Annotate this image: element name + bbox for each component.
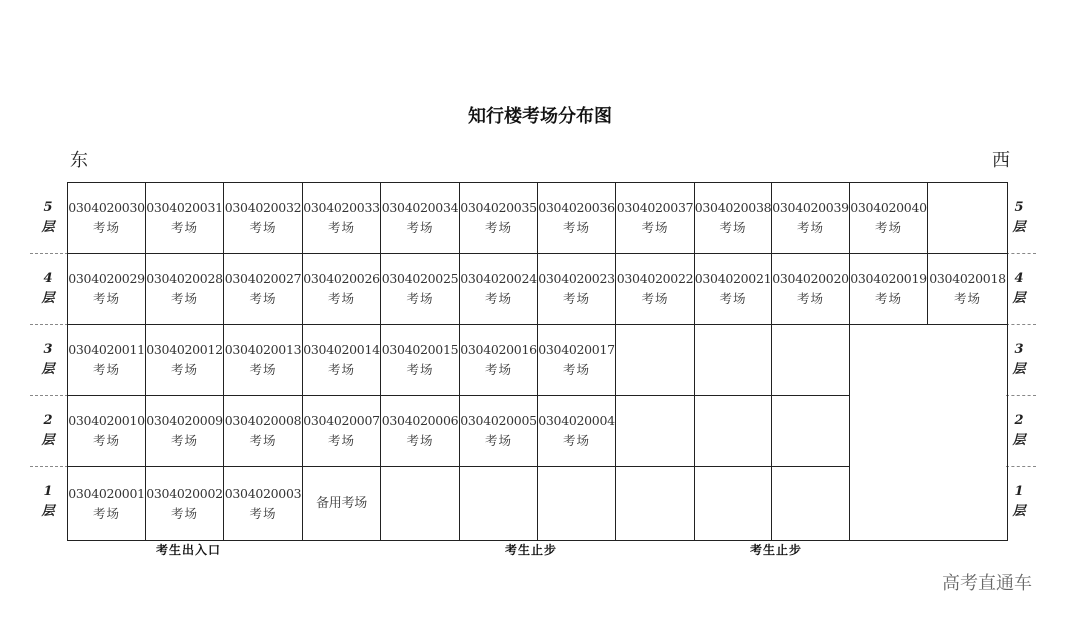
room-code: 0304020016 — [460, 342, 537, 357]
room-label: 考场 — [874, 220, 902, 235]
room-label: 考场 — [327, 291, 355, 306]
empty-cell — [380, 466, 460, 541]
exam-room-cell — [849, 253, 928, 325]
exam-room-cell — [927, 253, 1008, 325]
room-code: 0304020021 — [694, 271, 772, 286]
room-label: 考场 — [484, 362, 512, 377]
exam-room-cell — [67, 253, 146, 325]
exam-room-cell — [459, 253, 538, 325]
room-code: 0304020001 — [68, 485, 145, 501]
floor-divider — [30, 395, 68, 396]
room-code: 0304020011 — [68, 342, 145, 357]
exam-room-cell — [615, 182, 695, 254]
room-label: 考场 — [562, 291, 590, 306]
exam-room-cell — [537, 253, 616, 325]
room-code: 0304020013 — [224, 342, 302, 357]
room-code: 0304020007 — [303, 413, 380, 428]
room-label: 考场 — [327, 220, 355, 235]
exam-room-cell — [537, 324, 616, 396]
floor-label-5-left: 5 层 — [41, 200, 55, 235]
room-label: 考场 — [484, 291, 512, 306]
room-code: 0304020022 — [616, 271, 694, 286]
room-label: 考场 — [170, 220, 198, 235]
floor-label-4-right: 4 层 — [1012, 271, 1026, 306]
exam-room-cell — [145, 324, 224, 396]
exam-room-cell — [223, 182, 303, 254]
floor-label-3-left: 3 层 — [41, 342, 55, 377]
room-code: 0304020029 — [68, 271, 145, 286]
room-label: 考场 — [170, 505, 198, 521]
room-label: 考场 — [484, 220, 512, 235]
empty-cell — [615, 466, 695, 541]
room-code: 0304020036 — [538, 200, 615, 215]
stop-label-1: 考生止步 — [505, 543, 558, 557]
entrance-label: 考生出入口 — [156, 543, 222, 557]
room-label: 考场 — [249, 433, 277, 448]
room-label: 考场 — [92, 220, 120, 235]
exam-room-cell — [694, 253, 772, 325]
room-code: 0304020023 — [538, 271, 615, 286]
floor-label-2-right: 2 层 — [1012, 413, 1026, 448]
floor-divider — [1006, 395, 1036, 396]
room-label: 考场 — [796, 220, 824, 235]
room-label: 考场 — [484, 433, 512, 448]
floor-label-1-left: 1 层 — [41, 484, 55, 519]
spare-room-label: 备用考场 — [316, 495, 367, 511]
room-label: 考场 — [170, 291, 198, 306]
room-code: 0304020032 — [224, 200, 302, 215]
room-code: 0304020012 — [146, 342, 223, 357]
room-label: 考场 — [170, 433, 198, 448]
exam-room-cell — [459, 324, 538, 396]
room-label: 考场 — [953, 291, 981, 306]
floor-label-3-right: 3 层 — [1012, 342, 1026, 377]
room-label: 考场 — [719, 220, 747, 235]
room-code: 0304020018 — [929, 271, 1006, 286]
room-label: 考场 — [249, 220, 277, 235]
room-label: 考场 — [406, 220, 434, 235]
room-code: 0304020027 — [224, 271, 302, 286]
stairwell-block — [849, 324, 1008, 541]
floor-label-1-right: 1 层 — [1012, 484, 1026, 519]
room-label: 考场 — [796, 291, 824, 306]
stop-label-2: 考生止步 — [750, 543, 803, 557]
room-label: 考场 — [641, 291, 669, 306]
exam-room-cell — [537, 395, 616, 467]
exam-room-grid — [67, 182, 1007, 540]
empty-cell — [537, 466, 616, 541]
room-label: 考场 — [327, 362, 355, 377]
exam-room-cell — [380, 182, 460, 254]
exam-room-cell — [380, 395, 460, 467]
exam-room-cell — [459, 182, 538, 254]
empty-cell — [615, 324, 695, 396]
room-code: 0304020014 — [303, 342, 380, 357]
floor-divider — [1006, 466, 1036, 467]
room-code: 0304020030 — [68, 200, 145, 215]
room-label: 考场 — [562, 362, 590, 377]
exam-room-cell — [771, 253, 850, 325]
exam-room-cell — [145, 253, 224, 325]
exam-room-cell — [145, 182, 224, 254]
exam-room-cell — [302, 182, 381, 254]
exam-room-cell — [67, 182, 146, 254]
room-code: 0304020038 — [694, 200, 772, 215]
exam-room-cell — [302, 253, 381, 325]
exam-room-cell — [67, 324, 146, 396]
room-code: 0304020002 — [146, 485, 223, 501]
empty-cell — [771, 324, 850, 396]
floor-divider — [1006, 253, 1036, 254]
room-label: 考场 — [249, 505, 277, 521]
room-label: 考场 — [719, 291, 747, 306]
room-code: 0304020009 — [146, 413, 223, 428]
room-label: 考场 — [562, 220, 590, 235]
room-label: 考场 — [874, 291, 902, 306]
empty-cell — [615, 395, 695, 467]
empty-cell — [459, 466, 538, 541]
room-label: 考场 — [327, 433, 355, 448]
room-label: 考场 — [406, 291, 434, 306]
room-label: 考场 — [562, 433, 590, 448]
floor-divider — [30, 466, 68, 467]
room-code: 0304020003 — [224, 485, 302, 501]
room-code: 0304020019 — [850, 271, 927, 286]
empty-cell — [771, 466, 850, 541]
room-code: 0304020033 — [303, 200, 380, 215]
exam-room-cell — [380, 253, 460, 325]
west-label: 西 — [992, 150, 1010, 171]
exam-room-cell — [380, 324, 460, 396]
room-code: 0304020034 — [381, 200, 459, 215]
empty-cell — [694, 466, 772, 541]
exam-room-cell — [67, 395, 146, 467]
exam-room-cell — [694, 182, 772, 254]
room-label: 考场 — [92, 433, 120, 448]
room-code: 0304020010 — [68, 413, 145, 428]
room-label: 考场 — [641, 220, 669, 235]
room-code: 0304020024 — [460, 271, 537, 286]
room-label: 考场 — [406, 362, 434, 377]
room-code: 0304020040 — [850, 200, 927, 215]
room-code: 0304020004 — [538, 413, 615, 428]
room-code: 0304020008 — [224, 413, 302, 428]
floor-label-4-left: 4 层 — [41, 271, 55, 306]
room-code: 0304020028 — [146, 271, 223, 286]
room-label: 考场 — [249, 291, 277, 306]
exam-room-cell — [223, 253, 303, 325]
floor-label-5-right: 5 层 — [1012, 200, 1026, 235]
room-label: 考场 — [170, 362, 198, 377]
exam-room-cell — [223, 466, 303, 541]
room-label: 考场 — [92, 291, 120, 306]
room-code: 0304020017 — [538, 342, 615, 357]
east-label: 东 — [70, 150, 88, 171]
empty-cell — [927, 182, 1008, 254]
room-code: 0304020005 — [460, 413, 537, 428]
exam-room-cell — [849, 182, 928, 254]
exam-room-cell — [302, 324, 381, 396]
room-code: 0304020015 — [381, 342, 459, 357]
spare-room-cell — [302, 466, 381, 541]
floor-label-2-left: 2 层 — [41, 413, 55, 448]
room-label: 考场 — [92, 505, 120, 521]
exam-room-cell — [67, 466, 146, 541]
exam-room-cell — [615, 253, 695, 325]
room-code: 0304020020 — [772, 271, 849, 286]
room-label: 考场 — [249, 362, 277, 377]
floor-divider — [30, 324, 68, 325]
exam-room-cell — [145, 466, 224, 541]
room-code: 0304020031 — [146, 200, 223, 215]
empty-cell — [694, 324, 772, 396]
room-code: 0304020006 — [381, 413, 459, 428]
exam-room-cell — [145, 395, 224, 467]
room-code: 0304020039 — [772, 200, 849, 215]
exam-room-cell — [223, 324, 303, 396]
page-title: 知行楼考场分布图 — [468, 106, 612, 127]
room-code: 0304020025 — [381, 271, 459, 286]
exam-room-cell — [771, 182, 850, 254]
exam-room-cell — [302, 395, 381, 467]
exam-room-cell — [223, 395, 303, 467]
room-code: 0304020035 — [460, 200, 537, 215]
room-label: 考场 — [406, 433, 434, 448]
room-code: 0304020037 — [616, 200, 694, 215]
watermark: 高考直通车 — [942, 573, 1032, 594]
room-label: 考场 — [92, 362, 120, 377]
exam-room-cell — [537, 182, 616, 254]
room-code: 0304020026 — [303, 271, 380, 286]
floor-divider — [1006, 324, 1036, 325]
floor-divider — [30, 253, 68, 254]
empty-cell — [771, 395, 850, 467]
empty-cell — [694, 395, 772, 467]
exam-room-cell — [459, 395, 538, 467]
